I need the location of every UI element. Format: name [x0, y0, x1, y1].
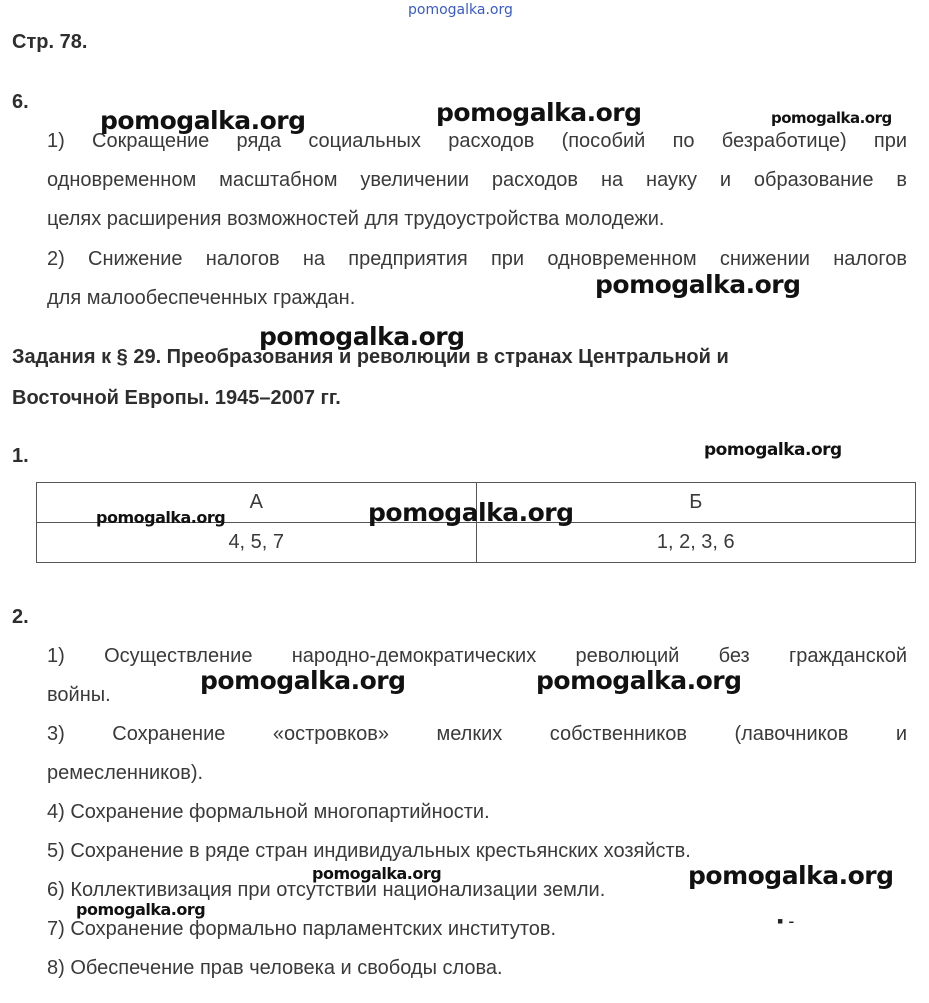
watermark: pomogalka.org — [200, 666, 406, 695]
watermark: pomogalka.org — [100, 106, 306, 135]
watermark: pomogalka.org — [688, 861, 894, 890]
watermark: pomogalka.org — [76, 900, 206, 919]
watermark: pomogalka.org — [96, 508, 226, 527]
site-mark-header: pomogalka.org — [408, 2, 513, 18]
list-item-line: 4) Сохранение формальной многопартийности. — [47, 801, 490, 823]
watermark: pomogalka.org — [368, 498, 574, 527]
list-item-line: войны. — [47, 684, 111, 706]
task2-answer-list — [47, 637, 907, 988]
watermark: pomogalka.org — [536, 666, 742, 695]
page-reference: Стр. 78. — [12, 31, 88, 53]
heading-line: Задания к § 29. Преобразования и революции в странах Центральной и — [12, 346, 729, 368]
list-item-line: 5) Сохранение в ряде стран индивидуальных крестьянских хозяйств. — [47, 840, 691, 862]
table-header-cell: Б — [476, 483, 916, 523]
watermark: pomogalka.org — [312, 864, 442, 883]
watermark: pomogalka.org — [704, 440, 842, 460]
text-line: для малообеспеченных граждан. — [47, 287, 356, 309]
text-line: 2) Снижение налогов на предприятия при одновременном снижении налогов — [47, 248, 907, 270]
watermark: pomogalka.org — [259, 322, 465, 351]
list-item-line: 3) Сохранение «островков» мелких собственников (лавочников и — [47, 723, 907, 745]
heading-line: Восточной Европы. 1945–2007 гг. — [12, 387, 341, 409]
table-cell: 1, 2, 3, 6 — [476, 523, 916, 563]
table-header-cell: А — [37, 483, 477, 523]
text-line: одновременном масштабном увеличении расходов на науку и образование в — [47, 169, 907, 191]
text-line: целях расширения возможностей для трудоустройства молодежи. — [47, 208, 665, 230]
text-line: 1) Сокращение ряда социальных расходов (пособий по безработице) при — [47, 130, 907, 152]
table-row — [37, 523, 916, 563]
task-number-6: 6. — [12, 91, 29, 113]
task6-answer-1 — [47, 122, 907, 239]
watermark: pomogalka.org — [436, 98, 642, 127]
watermark: pomogalka.org — [595, 270, 801, 299]
list-item-line: 7) Сохранение формально парламентских институтов. — [47, 918, 557, 940]
task-number-2: 2. — [12, 606, 29, 628]
list-item-line: 8) Обеспечение прав человека и свободы слова. — [47, 957, 503, 979]
list-item-line: 6) Коллективизация при отсутствии национализации земли. — [47, 879, 606, 901]
list-item-line: ремесленников). — [47, 762, 204, 784]
table-cell: 4, 5, 7 — [37, 523, 477, 563]
stray-marks: ▪ - — [777, 911, 795, 931]
list-item-line: 1) Осуществление народно-демократических революций без гражданской — [47, 645, 907, 667]
task-number-1: 1. — [12, 445, 29, 467]
watermark: pomogalka.org — [771, 109, 892, 127]
